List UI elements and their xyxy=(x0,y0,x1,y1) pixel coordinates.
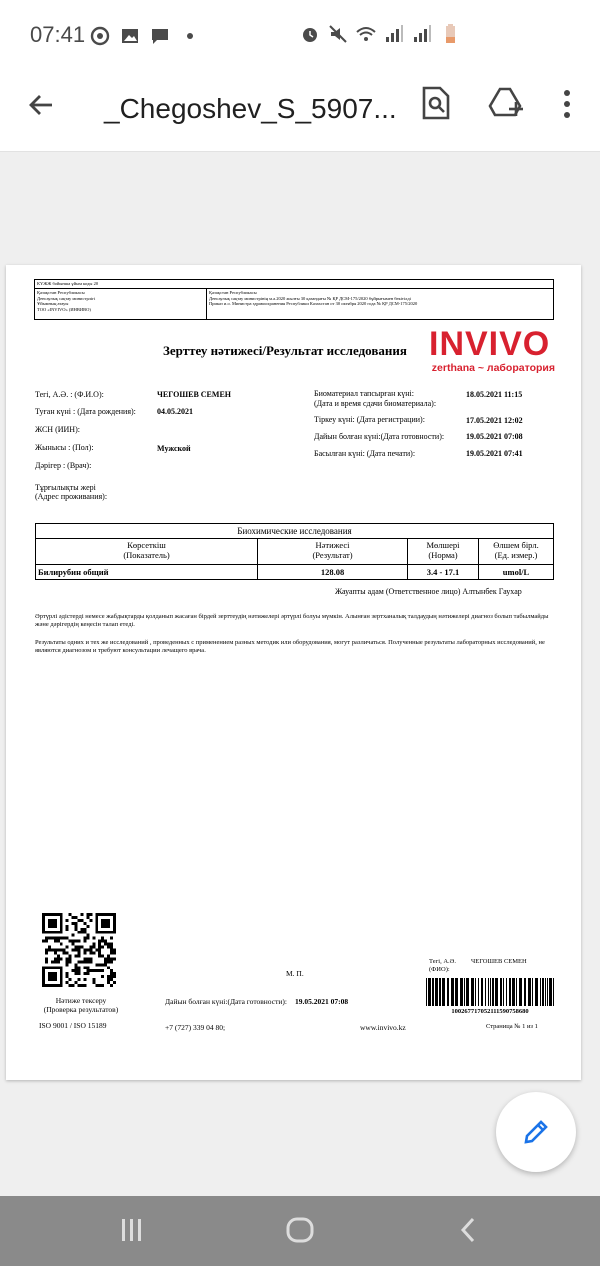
note-kz: Әртүрлі әдістерді немесе жабдықтарды қолданып жасаған бірдей зерттеудің нәтижелері әртүрлі болуы мүмкін. Алынған зертханалық талдаудың нәтижелері диагноз болып табылмайды және дәрігердің кеңесін талап етеді. xyxy=(35,613,549,628)
biomaterial-value: 18.05.2021 11:15 xyxy=(466,390,523,399)
qr-code[interactable] xyxy=(42,913,116,987)
table-row xyxy=(36,565,553,579)
stamp-place: М. П. xyxy=(286,969,304,978)
more-vert-icon[interactable] xyxy=(560,88,574,120)
image-icon xyxy=(120,26,140,46)
add-to-drive-icon[interactable] xyxy=(488,86,524,120)
biomaterial-label: Биоматериал тапсырған күні: xyxy=(314,389,414,398)
order-line: Қазақстан Республикасы xyxy=(209,290,257,295)
invivo-logo xyxy=(429,327,555,374)
dob-label: Туған күні : (Дата рождения): xyxy=(35,407,136,416)
barcode xyxy=(426,978,554,1006)
nav-bar xyxy=(0,1196,600,1266)
dot-icon xyxy=(180,26,200,46)
table-header: Нәтижесі (Результат) xyxy=(258,539,408,564)
fio-value: ЧЕГОШЕВ СЕМЕН xyxy=(471,958,527,965)
chat-icon xyxy=(150,26,170,46)
sync-icon xyxy=(90,26,110,46)
wifi-icon xyxy=(356,24,376,44)
mute-icon xyxy=(328,24,348,44)
responsible-person: Жауапты адам (Ответственное лицо) Алтынбек Гаухар xyxy=(335,587,522,596)
ministry-line: ТОО «INVIVO» (ИНВИВО) xyxy=(37,306,91,312)
logo-main: INVIVO xyxy=(429,325,551,363)
print-value: 19.05.2021 07:41 xyxy=(466,449,523,458)
barcode-number: 100267717052111590758680 xyxy=(451,1008,529,1015)
sex-label: Жынысы : (Пол): xyxy=(35,443,94,452)
doctor-label: Дәрігер : (Врач): xyxy=(35,461,92,470)
registration-value: 17.05.2021 12:02 xyxy=(466,416,523,425)
iin-label: ЖСН (ИИН): xyxy=(35,425,80,434)
norm-cell: 3.4 - 17.1 xyxy=(408,565,479,579)
home-icon[interactable] xyxy=(285,1216,315,1244)
order-block xyxy=(207,289,553,319)
registration-label: Тіркеу күні: (Дата регистрации): xyxy=(314,415,425,424)
alarm-icon xyxy=(300,24,320,44)
iso-text: ISO 9001 / ISO 15189 xyxy=(39,1021,107,1030)
qr-label: Нәтиже тексеру (Проверка результатов) xyxy=(43,996,119,1014)
address-label: Тұрғылықты жері xyxy=(35,483,96,492)
result-cell: 128.08 xyxy=(258,565,408,579)
recent-apps-icon[interactable] xyxy=(118,1216,146,1244)
table-header-row xyxy=(36,539,553,565)
name-value: ЧЕГОШЕВ СЕМЕН xyxy=(157,390,231,399)
pdf-viewer[interactable] xyxy=(0,152,600,1196)
status-time: 07:41 xyxy=(30,22,86,47)
ready-value: 19.05.2021 07:08 xyxy=(466,432,523,441)
table-header: Мөлшері (Норма) xyxy=(408,539,479,564)
back-nav-icon[interactable] xyxy=(456,1216,480,1244)
website: www.invivo.kz xyxy=(360,1023,406,1032)
order-line: Денсаулық сақтау министрінің м.а.2020 жылғы 30 қазандағы № ҚР ДСМ-175/2020 бұйрығымен бекітілді xyxy=(209,295,411,301)
form-header xyxy=(34,279,554,320)
edit-fab[interactable] xyxy=(496,1092,576,1172)
arrow-back-icon[interactable] xyxy=(26,90,56,120)
ministry-line: Денсаулық сақтау министрлігі xyxy=(37,295,96,301)
phone: +7 (727) 339 04 80; xyxy=(165,1023,226,1032)
ministry-line: Қазақстан Республикасы xyxy=(37,290,85,295)
name-label: Тегі, А.Ә. : (Ф.И.О): xyxy=(35,390,104,399)
results-table xyxy=(35,523,554,580)
document-title: _Chegoshev_S_5907... xyxy=(104,93,397,124)
unit-cell: umol/L xyxy=(502,567,530,577)
signal-icon xyxy=(412,24,432,44)
ministry-line: Ұйымның атауы xyxy=(37,301,69,306)
status-bar xyxy=(0,0,600,72)
signal-icon xyxy=(384,24,404,44)
note-ru: Результаты одних и тех же исследований , проведенных с применением разных методик или оборудования, могут различаться. Полученные результаты лабораторных исследований, не являются диагнозом и требуют консультации лечащего врача. xyxy=(35,639,545,654)
biomaterial-label: (Дата и время сдачи биоматериала): xyxy=(314,399,437,408)
table-header: Көрсеткіш (Показатель) xyxy=(36,539,258,564)
pdf-page xyxy=(6,265,581,1080)
logo-sub: zerthana ~ лаборатория xyxy=(431,362,555,374)
form-code: КҮЖЖ бойынша ұйым коды 20 xyxy=(35,280,553,289)
battery-icon xyxy=(440,24,460,44)
ready-label: Дайын болған күні:(Дата готовности): xyxy=(314,432,445,441)
page-number: Страница № 1 из 1 xyxy=(486,1023,538,1030)
dob-value: 04.05.2021 xyxy=(157,407,193,416)
app-bar xyxy=(0,72,600,152)
order-line: Приказ и.о. Министра здравоохранения Республики Казахстан от 30 октября 2020 года № ҚР ДСМ-175/2020 xyxy=(209,301,418,306)
table-caption: Биохимические исследования xyxy=(36,524,553,539)
print-label: Басылған күні: (Дата печати): xyxy=(314,449,416,458)
sex-value: Мужской xyxy=(157,444,191,453)
document-search-icon[interactable] xyxy=(420,86,452,120)
ministry-block xyxy=(35,289,207,319)
indicator-cell: Билирубин общий xyxy=(36,565,258,579)
fio-label: Тегі, А.Ә. (ФИО): xyxy=(429,958,456,973)
table-header: Өлшем бірл. (Ед. измер.) xyxy=(493,540,539,560)
address-label: (Адрес проживания): xyxy=(35,492,108,501)
footer-ready: Дайын болған күні:(Дата готовности): 19.05.2021 07:08 xyxy=(165,997,349,1006)
edit-pencil-icon xyxy=(522,1118,550,1146)
result-title: Зерттеу нәтижесі/Результат исследования xyxy=(163,343,407,358)
